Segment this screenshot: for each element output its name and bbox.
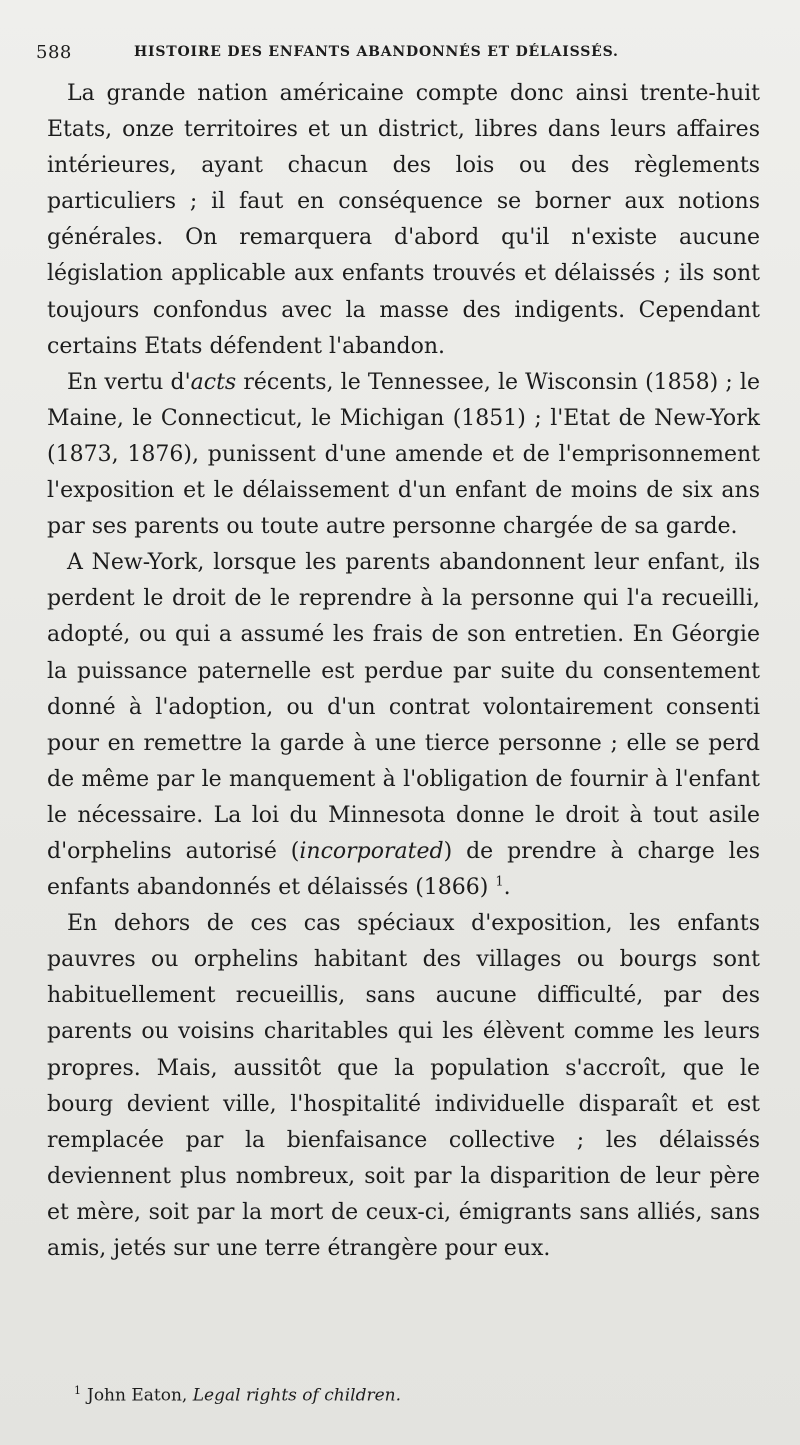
- footnote-author: John Eaton,: [87, 1385, 188, 1406]
- p3-text-a: A New-York, lorsque les parents abandonnent leur enfant, ils perdent le droit de le reprendre à la personne qui l'a recueilli, adopté, ou qui a assumé les frais de son entretien. En Géorgie la puissance paternelle est perdue par suite du consentement donné à l'adoption, ou d'un contrat volontairement consenti pour en remettre la garde à une tierce personne ; elle se perd de même par le manquement à l'obligation de fournir à l'enfant le nécessaire. La loi du Minnesota donne le droit à tout asile d'orphelins autorisé (: [47, 550, 760, 864]
- footnote: [74, 1380, 754, 1407]
- footnote-title: Legal rights of children.: [192, 1385, 401, 1406]
- running-header: [36, 42, 756, 66]
- p2-italic-term: acts: [190, 369, 237, 395]
- paragraph-3: [47, 545, 760, 906]
- paragraph-4: En dehors de ces cas spéciaux d'exposition, les enfants pauvres ou orphelins habitant des villages ou bourgs sont habituellement recueillis, sans aucune difficulté, par des parents ou voisins charitables qui les élèvent comme les leurs propres. Mais, aussitôt que la population s'accroît, que le bourg devient ville, l'hospitalité individuelle disparaît et est remplacée par la bienfaisance collective ; les délaissés deviennent plus nombreux, soit par la disparition de leur père et mère, soit par la mort de ceux-ci, émigrants sans alliés, sans amis, jetés sur une terre étrangère pour eux.: [47, 911, 760, 1261]
- p2-text-b: récents, le Tennessee, le Wisconsin (1858) ; le Maine, le Connecticut, le Michigan (1851) ; l'Etat de New-York (1873, 1876), punissent d'une amende et de l'emprisonnement l'exposition et le délaissement d'un enfant de moins de six ans par ses parents ou toute autre personne chargée de sa garde.: [47, 369, 760, 540]
- running-title: HISTOIRE DES ENFANTS ABANDONNÉS ET DÉLAISSÉS.: [134, 44, 619, 60]
- p3-text-b: ) de prendre à charge les enfants abandonnés et délaissés (1866): [47, 838, 761, 901]
- page-number: 588: [36, 42, 72, 63]
- footnote-mark: 1: [74, 1384, 81, 1397]
- footnote-reference[interactable]: 1: [495, 874, 504, 890]
- body-text: [47, 76, 760, 1267]
- p2-text-a: En vertu d': [67, 369, 191, 395]
- p3-text-end: .: [503, 875, 511, 901]
- p3-italic-term: incorporated: [299, 838, 444, 864]
- paragraph-1: La grande nation américaine compte donc ainsi trente-huit Etats, onze territoires et un district, libres dans leurs affaires intérieures, ayant chacun des lois ou des règlements particuliers ; il faut en conséquence se borner aux notions générales. On remarquera d'abord qu'il n'existe aucune législation applicable aux enfants trouvés et délaissés ; ils sont toujours confondus avec la masse des indigents. Cependant certains Etats défendent l'abandon.: [47, 81, 760, 359]
- paragraph-2: [47, 365, 760, 545]
